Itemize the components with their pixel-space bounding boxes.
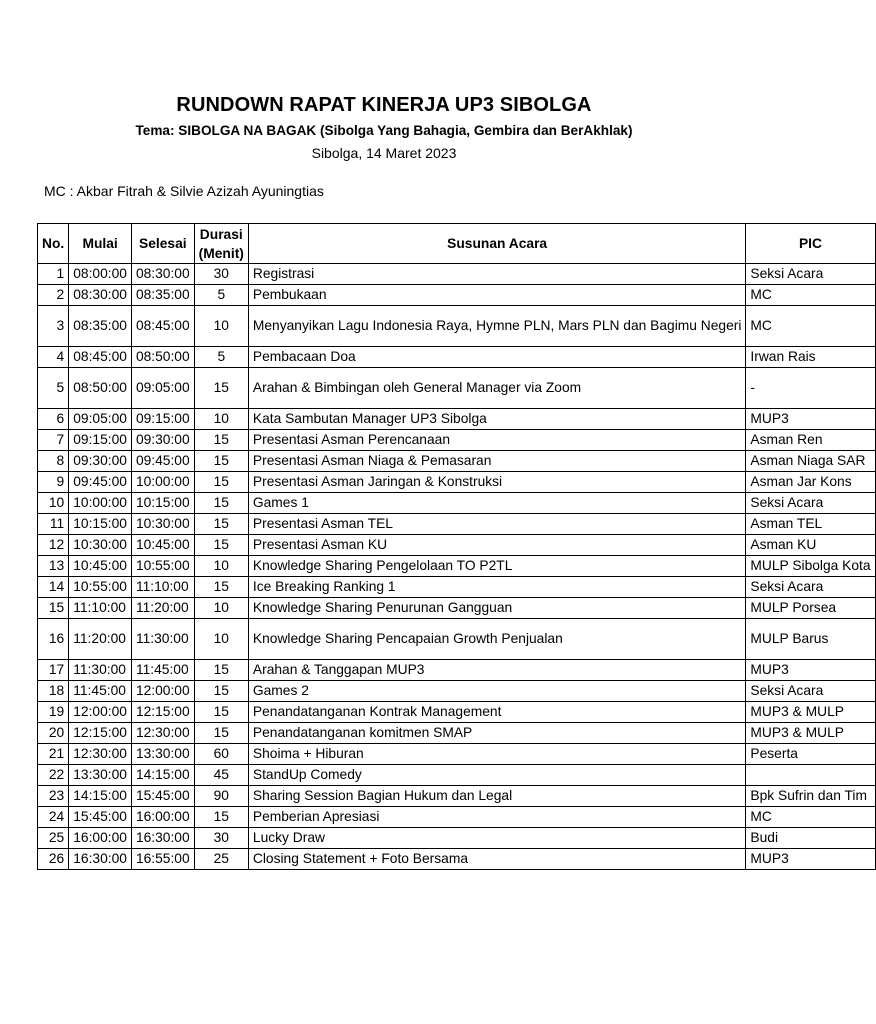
row-activity: Presentasi Asman Niaga & Pemasaran — [248, 451, 746, 472]
row-pic: MULP Barus — [746, 619, 875, 660]
row-end: 10:45:00 — [131, 535, 194, 556]
row-activity: Menyanyikan Lagu Indonesia Raya, Hymne PLN, Mars PLN dan Bagimu Negeri — [248, 306, 746, 347]
row-start: 08:45:00 — [69, 347, 132, 368]
table-row — [38, 535, 876, 556]
row-no: 22 — [38, 765, 69, 786]
row-duration: 60 — [194, 744, 248, 765]
table-header-row — [38, 224, 876, 264]
row-activity: Games 2 — [248, 681, 746, 702]
row-pic: MULP Porsea — [746, 598, 875, 619]
row-start: 10:30:00 — [69, 535, 132, 556]
table-row — [38, 347, 876, 368]
table-row — [38, 744, 876, 765]
table-row — [38, 285, 876, 306]
table-row — [38, 472, 876, 493]
row-end: 14:15:00 — [131, 765, 194, 786]
row-start: 09:30:00 — [69, 451, 132, 472]
row-pic: MC — [746, 285, 875, 306]
row-end: 10:15:00 — [131, 493, 194, 514]
row-end: 08:35:00 — [131, 285, 194, 306]
row-end: 12:00:00 — [131, 681, 194, 702]
table-row — [38, 264, 876, 285]
row-start: 09:45:00 — [69, 472, 132, 493]
row-activity: Closing Statement + Foto Bersama — [248, 849, 746, 870]
header-activity: Susunan Acara — [248, 224, 746, 264]
header-start: Mulai — [69, 224, 132, 264]
row-pic: MUP3 & MULP — [746, 702, 875, 723]
row-no: 8 — [38, 451, 69, 472]
row-activity: Sharing Session Bagian Hukum dan Legal — [248, 786, 746, 807]
table-row — [38, 723, 876, 744]
header-no: No. — [38, 224, 69, 264]
row-end: 11:20:00 — [131, 598, 194, 619]
row-start: 10:45:00 — [69, 556, 132, 577]
header-duration-line1: Durasi — [199, 226, 243, 242]
header-pic: PIC — [746, 224, 875, 264]
row-pic: Seksi Acara — [746, 493, 875, 514]
row-pic: Seksi Acara — [746, 577, 875, 598]
table-row — [38, 430, 876, 451]
row-activity: Arahan & Tanggapan MUP3 — [248, 660, 746, 681]
row-pic: - — [746, 368, 875, 409]
table-row — [38, 619, 876, 660]
row-activity: Knowledge Sharing Pencapaian Growth Penjualan — [248, 619, 746, 660]
row-pic: Bpk Sufrin dan Tim — [746, 786, 875, 807]
header-end: Selesai — [131, 224, 194, 264]
row-activity: Presentasi Asman KU — [248, 535, 746, 556]
row-end: 09:30:00 — [131, 430, 194, 451]
row-no: 24 — [38, 807, 69, 828]
row-activity: Penandatanganan Kontrak Management — [248, 702, 746, 723]
row-start: 11:10:00 — [69, 598, 132, 619]
row-end: 11:45:00 — [131, 660, 194, 681]
table-row — [38, 765, 876, 786]
table-row — [38, 577, 876, 598]
table-row — [38, 306, 876, 347]
table-row — [38, 702, 876, 723]
row-no: 10 — [38, 493, 69, 514]
row-end: 15:45:00 — [131, 786, 194, 807]
row-activity: Lucky Draw — [248, 828, 746, 849]
row-duration: 10 — [194, 556, 248, 577]
row-end: 08:50:00 — [131, 347, 194, 368]
row-end: 16:55:00 — [131, 849, 194, 870]
row-end: 08:45:00 — [131, 306, 194, 347]
row-duration: 45 — [194, 765, 248, 786]
row-no: 3 — [38, 306, 69, 347]
table-row — [38, 451, 876, 472]
row-end: 13:30:00 — [131, 744, 194, 765]
row-end: 10:55:00 — [131, 556, 194, 577]
row-duration: 30 — [194, 264, 248, 285]
row-no: 6 — [38, 409, 69, 430]
row-end: 11:10:00 — [131, 577, 194, 598]
row-end: 09:45:00 — [131, 451, 194, 472]
row-activity: Arahan & Bimbingan oleh General Manager via Zoom — [248, 368, 746, 409]
row-no: 5 — [38, 368, 69, 409]
row-no: 2 — [38, 285, 69, 306]
row-no: 12 — [38, 535, 69, 556]
row-pic: MUP3 — [746, 409, 875, 430]
row-no: 15 — [38, 598, 69, 619]
row-pic: Seksi Acara — [746, 264, 875, 285]
row-activity: Pembukaan — [248, 285, 746, 306]
row-start: 12:15:00 — [69, 723, 132, 744]
row-pic: Budi — [746, 828, 875, 849]
row-activity: Knowledge Sharing Pengelolaan TO P2TL — [248, 556, 746, 577]
row-duration: 15 — [194, 472, 248, 493]
row-pic: MUP3 — [746, 660, 875, 681]
row-no: 20 — [38, 723, 69, 744]
row-pic: Peserta — [746, 744, 875, 765]
row-pic: Seksi Acara — [746, 681, 875, 702]
row-duration: 15 — [194, 368, 248, 409]
document-title: RUNDOWN RAPAT KINERJA UP3 SIBOLGA — [176, 94, 592, 116]
row-activity: Shoima + Hiburan — [248, 744, 746, 765]
row-start: 11:20:00 — [69, 619, 132, 660]
row-duration: 15 — [194, 577, 248, 598]
row-pic: Asman Niaga SAR — [746, 451, 875, 472]
row-duration: 90 — [194, 786, 248, 807]
row-no: 23 — [38, 786, 69, 807]
row-duration: 5 — [194, 285, 248, 306]
table-row — [38, 660, 876, 681]
table-row — [38, 786, 876, 807]
row-start: 15:45:00 — [69, 807, 132, 828]
row-start: 08:30:00 — [69, 285, 132, 306]
row-end: 10:30:00 — [131, 514, 194, 535]
row-start: 12:30:00 — [69, 744, 132, 765]
row-end: 16:30:00 — [131, 828, 194, 849]
row-activity: StandUp Comedy — [248, 765, 746, 786]
event-theme: Tema: SIBOLGA NA BAGAK (Sibolga Yang Bahagia, Gembira dan BerAkhlak) — [135, 123, 633, 138]
row-start: 12:00:00 — [69, 702, 132, 723]
row-pic: Irwan Rais — [746, 347, 875, 368]
row-activity: Knowledge Sharing Penurunan Gangguan — [248, 598, 746, 619]
row-no: 18 — [38, 681, 69, 702]
row-activity: Penandatanganan komitmen SMAP — [248, 723, 746, 744]
row-start: 10:55:00 — [69, 577, 132, 598]
table-row — [38, 598, 876, 619]
row-activity: Presentasi Asman Perencanaan — [248, 430, 746, 451]
row-start: 16:00:00 — [69, 828, 132, 849]
row-start: 09:05:00 — [69, 409, 132, 430]
table-row — [38, 514, 876, 535]
row-duration: 15 — [194, 430, 248, 451]
mc-line: MC : Akbar Fitrah & Silvie Azizah Ayuningtias — [44, 183, 324, 199]
row-duration: 15 — [194, 702, 248, 723]
row-no: 4 — [38, 347, 69, 368]
row-duration: 10 — [194, 306, 248, 347]
table-body — [38, 264, 876, 870]
table-row — [38, 368, 876, 409]
table-row — [38, 409, 876, 430]
row-duration: 5 — [194, 347, 248, 368]
row-duration: 25 — [194, 849, 248, 870]
row-end: 11:30:00 — [131, 619, 194, 660]
table-row — [38, 556, 876, 577]
row-duration: 15 — [194, 681, 248, 702]
header-duration — [194, 224, 248, 264]
row-no: 25 — [38, 828, 69, 849]
row-end: 12:30:00 — [131, 723, 194, 744]
table-row — [38, 681, 876, 702]
row-duration: 15 — [194, 723, 248, 744]
row-duration: 15 — [194, 660, 248, 681]
row-pic: MULP Sibolga Kota — [746, 556, 875, 577]
row-duration: 15 — [194, 514, 248, 535]
row-activity: Games 1 — [248, 493, 746, 514]
row-activity: Pembacaan Doa — [248, 347, 746, 368]
row-no: 17 — [38, 660, 69, 681]
row-no: 26 — [38, 849, 69, 870]
row-duration: 30 — [194, 828, 248, 849]
row-activity: Presentasi Asman TEL — [248, 514, 746, 535]
row-pic: Asman KU — [746, 535, 875, 556]
row-pic: Asman Jar Kons — [746, 472, 875, 493]
row-activity: Registrasi — [248, 264, 746, 285]
row-pic: MUP3 — [746, 849, 875, 870]
row-no: 13 — [38, 556, 69, 577]
row-start: 11:45:00 — [69, 681, 132, 702]
row-end: 10:00:00 — [131, 472, 194, 493]
row-end: 09:15:00 — [131, 409, 194, 430]
row-no: 16 — [38, 619, 69, 660]
row-start: 13:30:00 — [69, 765, 132, 786]
row-pic: MC — [746, 306, 875, 347]
row-duration: 15 — [194, 535, 248, 556]
row-no: 1 — [38, 264, 69, 285]
row-no: 14 — [38, 577, 69, 598]
row-start: 10:00:00 — [69, 493, 132, 514]
rundown-table — [37, 223, 876, 870]
row-duration: 10 — [194, 409, 248, 430]
event-date: Sibolga, 14 Maret 2023 — [311, 145, 457, 161]
row-no: 19 — [38, 702, 69, 723]
row-duration: 15 — [194, 451, 248, 472]
row-start: 08:50:00 — [69, 368, 132, 409]
row-start: 08:35:00 — [69, 306, 132, 347]
table-row — [38, 807, 876, 828]
table-row — [38, 828, 876, 849]
row-pic: Asman Ren — [746, 430, 875, 451]
row-start: 11:30:00 — [69, 660, 132, 681]
row-start: 08:00:00 — [69, 264, 132, 285]
row-activity: Pemberian Apresiasi — [248, 807, 746, 828]
row-activity: Kata Sambutan Manager UP3 Sibolga — [248, 409, 746, 430]
row-pic: MUP3 & MULP — [746, 723, 875, 744]
row-pic: Asman TEL — [746, 514, 875, 535]
row-end: 16:00:00 — [131, 807, 194, 828]
table-row — [38, 493, 876, 514]
row-start: 10:15:00 — [69, 514, 132, 535]
row-activity: Presentasi Asman Jaringan & Konstruksi — [248, 472, 746, 493]
row-end: 12:15:00 — [131, 702, 194, 723]
row-no: 9 — [38, 472, 69, 493]
row-end: 09:05:00 — [131, 368, 194, 409]
table-row — [38, 849, 876, 870]
header-duration-line2: (Menit) — [198, 245, 244, 261]
row-start: 16:30:00 — [69, 849, 132, 870]
row-duration: 10 — [194, 619, 248, 660]
row-duration: 15 — [194, 807, 248, 828]
row-pic — [746, 765, 875, 786]
row-start: 14:15:00 — [69, 786, 132, 807]
row-start: 09:15:00 — [69, 430, 132, 451]
row-end: 08:30:00 — [131, 264, 194, 285]
row-duration: 15 — [194, 493, 248, 514]
row-no: 7 — [38, 430, 69, 451]
row-pic: MC — [746, 807, 875, 828]
row-activity: Ice Breaking Ranking 1 — [248, 577, 746, 598]
row-no: 21 — [38, 744, 69, 765]
row-duration: 10 — [194, 598, 248, 619]
row-no: 11 — [38, 514, 69, 535]
